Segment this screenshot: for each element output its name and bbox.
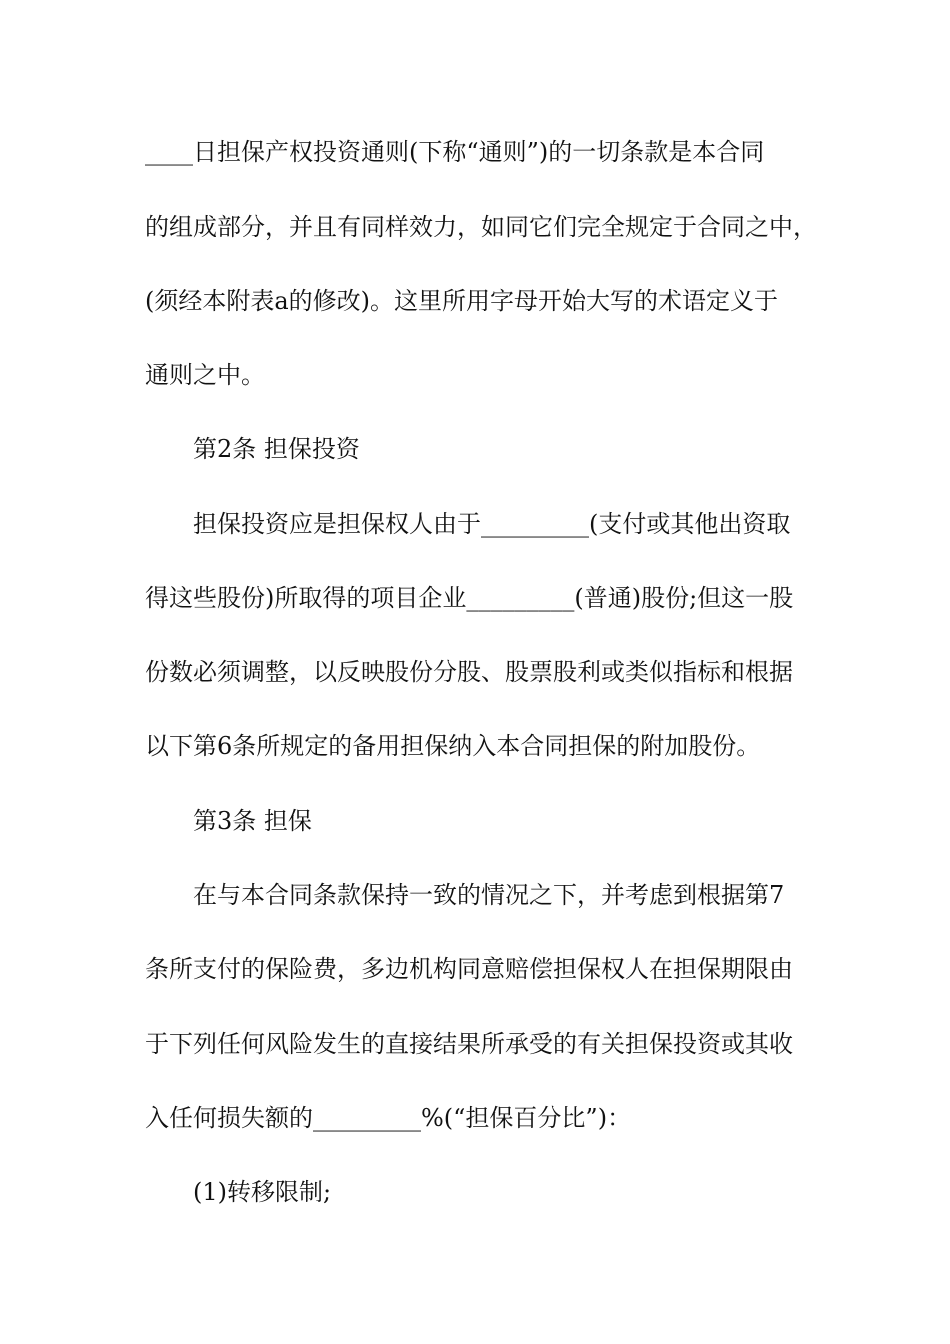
paragraph-line: 担保投资应是担保权人由于_________(支付或其他出资取 [193, 510, 791, 538]
paragraph-line: 得这些股份)所取得的项目企业_________(普通)股份;但这一股 [145, 584, 794, 612]
paragraph-line: (须经本附表a的修改)。这里所用字母开始大写的术语定义于 [145, 287, 779, 315]
paragraph-line: 于下列任何风险发生的直接结果所承受的有关担保投资或其收 [145, 1030, 793, 1058]
section-heading-article-2: 第2条 担保投资 [193, 435, 360, 463]
paragraph-line: 条所支付的保险费，多边机构同意赔偿担保权人在担保期限由 [145, 955, 793, 983]
paragraph-line: ____日担保产权投资通则(下称“通则”)的一切条款是本合同 [145, 138, 765, 166]
paragraph-line: 入任何损失额的_________%(“担保百分比”)： [145, 1104, 632, 1132]
paragraph-line: 份数必须调整，以反映股份分股、股票股利或类似指标和根据 [145, 658, 793, 686]
paragraph-line: 通则之中。 [145, 361, 265, 389]
paragraph-line: 在与本合同条款保持一致的情况之下，并考虑到根据第7 [193, 881, 785, 909]
paragraph-line: 的组成部分，并且有同样效力，如同它们完全规定于合同之中， [145, 213, 817, 241]
section-heading-article-3: 第3条 担保 [193, 807, 312, 835]
paragraph-line: 以下第6条所规定的备用担保纳入本合同担保的附加股份。 [145, 732, 761, 760]
list-item-transfer-restriction: (1)转移限制; [193, 1178, 332, 1206]
